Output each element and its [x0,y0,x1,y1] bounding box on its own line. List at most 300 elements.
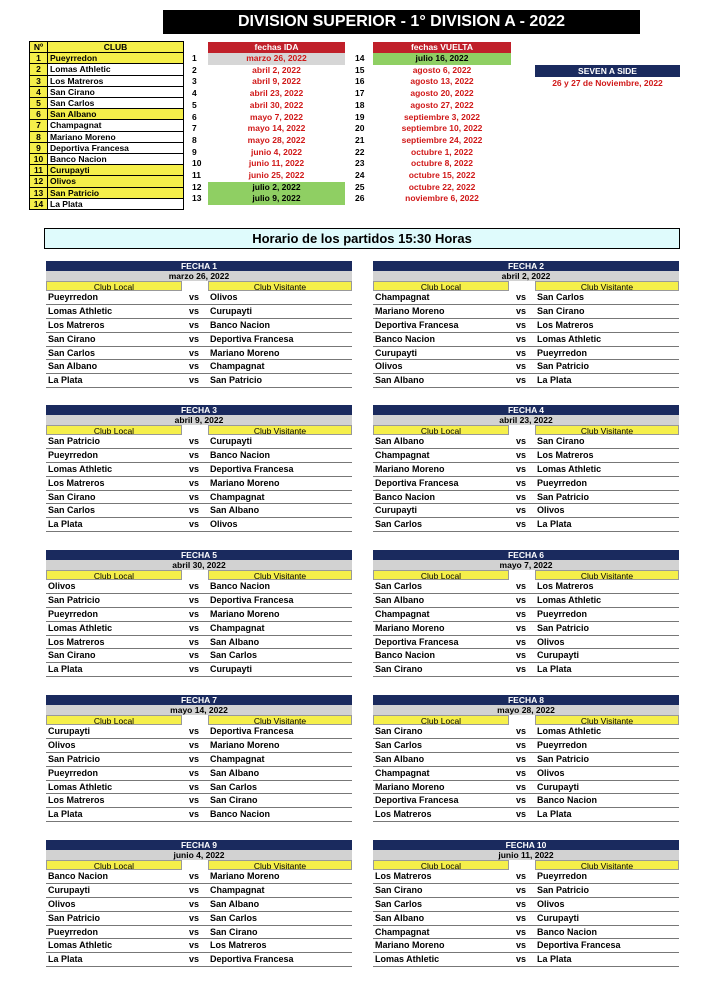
away-club: San Carlos [210,781,258,792]
clubs-table [29,41,184,210]
clubs-num-header: Nº [30,42,48,53]
club-number: 2 [30,64,48,75]
fecha-date: octubre 15, 2022 [408,170,476,180]
match-row [373,360,679,374]
club-name: Curupayti [48,165,184,176]
home-club: La Plata [48,519,83,530]
seven-a-side-label: SEVEN A SIDE [535,65,680,77]
match-row [373,463,679,477]
fixture-title: FECHA 10 [373,840,679,850]
away-club: San Patricio [537,884,590,895]
home-club: San Carlos [375,519,423,530]
fecha-number: 16 [355,76,365,87]
match-row [46,663,352,677]
fixture-block [373,695,679,822]
club-visitante-header: Club Visitante [535,715,679,725]
away-club: Pueyrredon [537,477,588,488]
fecha-number: 6 [192,111,197,122]
home-club: Champagnat [375,608,430,619]
home-club: Olivos [48,898,76,909]
match-row [373,504,679,518]
home-club: Olivos [48,739,76,750]
club-number: 6 [30,109,48,120]
fixture-block [373,405,679,532]
vs-label: vs [189,477,200,488]
away-club: Curupayti [537,650,580,661]
clubs-table-header [30,42,184,53]
home-club: La Plata [48,809,83,820]
club-number: 12 [30,176,48,187]
club-visitante-header: Club Visitante [535,281,679,291]
vs-label: vs [189,622,200,633]
vs-label: vs [516,305,527,316]
club-local-header: Club Local [373,281,509,291]
column-spacer [182,570,208,580]
match-row [373,491,679,505]
fecha-date: junio 25, 2022 [248,170,305,180]
away-club: Lomas Athletic [537,333,602,344]
fecha-number: 18 [355,99,365,110]
fixture-date: mayo 28, 2022 [373,705,679,715]
vs-label: vs [189,333,200,344]
away-club: Curupayti [210,664,253,675]
fecha-number: 5 [192,99,197,110]
away-club: Banco Nacion [210,319,271,330]
vs-label: vs [189,940,200,951]
fecha-date: abril 2, 2022 [252,64,301,75]
away-club: San Albano [210,898,260,909]
away-club: Pueyrredon [537,739,588,750]
club-name: Deportiva Francesa [48,142,184,153]
away-club: Los Matreros [537,319,594,330]
home-club: Champagnat [375,926,430,937]
vs-label: vs [516,347,527,358]
away-club: Lomas Athletic [537,594,602,605]
vs-label: vs [516,519,527,530]
vs-label: vs [189,898,200,909]
club-visitante-header: Club Visitante [208,860,352,870]
home-club: San Carlos [375,581,423,591]
match-row [373,953,679,967]
vs-label: vs [189,726,200,736]
fixture-column-headers [373,281,679,291]
fecha-date: abril 23, 2022 [249,88,304,99]
vs-label: vs [516,954,527,965]
club-row [30,131,184,142]
away-club: San Albano [210,767,260,778]
fecha-date: agosto 20, 2022 [410,88,474,99]
club-name: Mariano Moreno [48,131,184,142]
club-number: 1 [30,53,48,64]
fixture-title: FECHA 2 [373,261,679,271]
home-club: San Carlos [48,505,96,516]
club-name: Banco Nacion [48,154,184,165]
vs-label: vs [516,333,527,344]
vs-label: vs [189,871,200,881]
match-row [46,870,352,884]
fixture-column-headers [46,425,352,435]
home-club: Olivos [48,581,76,591]
home-club: Mariano Moreno [375,463,445,474]
vs-label: vs [516,650,527,661]
home-club: Mariano Moreno [375,622,445,633]
fecha-number: 12 [192,181,202,192]
match-row [373,808,679,822]
club-local-header: Club Local [46,715,182,725]
club-row [30,109,184,120]
fecha-number: 14 [355,53,365,63]
club-visitante-header: Club Visitante [208,715,352,725]
vs-label: vs [516,739,527,750]
away-club: Banco Nacion [210,809,271,820]
fixture-title: FECHA 3 [46,405,352,415]
home-club: Los Matreros [375,871,432,881]
fecha-date: octubre 1, 2022 [411,146,473,157]
away-club: San Patricio [537,361,590,372]
home-club: Olivos [375,361,403,372]
home-club: Lomas Athletic [48,940,113,951]
away-club: San Cirano [210,926,258,937]
match-row [46,504,352,518]
vs-label: vs [189,594,200,605]
fecha-number: 3 [192,76,197,87]
fixture-title: FECHA 1 [46,261,352,271]
match-row [46,594,352,608]
vs-label: vs [189,636,200,647]
home-club: San Albano [375,912,425,923]
fixture-block [46,840,352,967]
fecha-date: julio 2, 2022 [208,182,345,194]
match-row [373,794,679,808]
match-row [373,319,679,333]
match-row [373,580,679,594]
home-club: Lomas Athletic [48,622,113,633]
fixture-date: abril 2, 2022 [373,271,679,281]
home-club: San Albano [375,753,425,764]
match-row [46,449,352,463]
vs-label: vs [189,767,200,778]
match-row [373,477,679,491]
home-club: Champagnat [375,449,430,460]
home-club: Banco Nacion [48,871,109,881]
vs-label: vs [189,739,200,750]
fecha-number: 22 [355,146,365,157]
club-row [30,198,184,209]
home-club: San Albano [375,436,425,446]
vs-label: vs [516,926,527,937]
match-row [373,663,679,677]
club-number: 14 [30,198,48,209]
vs-label: vs [189,436,200,446]
fecha-number: 23 [355,158,365,169]
vs-label: vs [189,319,200,330]
away-club: Curupayti [210,305,253,316]
club-name: San Patricio [48,187,184,198]
club-row [30,154,184,165]
away-club: Mariano Moreno [210,347,280,358]
fixture-block [46,695,352,822]
fecha-date: agosto 13, 2022 [410,76,474,87]
fixture-date: abril 23, 2022 [373,415,679,425]
match-row [373,305,679,319]
fecha-date: agosto 27, 2022 [410,99,474,110]
match-row [373,347,679,361]
match-row [46,767,352,781]
home-club: Curupayti [375,347,418,358]
home-club: Los Matreros [375,809,432,820]
home-club: Banco Nacion [375,333,436,344]
vs-label: vs [516,795,527,806]
match-row [373,898,679,912]
match-row [46,477,352,491]
home-club: Curupayti [375,505,418,516]
fixture-block [373,261,679,388]
fecha-date: marzo 26, 2022 [208,53,345,65]
column-spacer [509,425,535,435]
away-club: Deportiva Francesa [210,954,294,965]
home-club: San Patricio [48,594,101,605]
vs-label: vs [189,361,200,372]
match-row [46,518,352,532]
fecha-date: septiembre 10, 2022 [401,123,483,134]
club-row [30,53,184,64]
fecha-number: 9 [192,146,197,157]
vs-label: vs [189,809,200,820]
club-local-header: Club Local [46,570,182,580]
away-club: Olivos [537,505,565,516]
home-club: San Carlos [48,347,96,358]
club-number: 8 [30,131,48,142]
vuelta-header: fechas VUELTA [373,42,511,53]
club-row [30,142,184,153]
fixture-date: mayo 7, 2022 [373,560,679,570]
vs-label: vs [516,912,527,923]
fecha-number: 19 [355,111,365,122]
vs-label: vs [516,491,527,502]
home-club: San Albano [48,361,98,372]
home-club: La Plata [48,375,83,386]
vs-label: vs [516,477,527,488]
fecha-date: mayo 14, 2022 [247,123,306,134]
match-row [373,781,679,795]
match-row [46,319,352,333]
away-club: Deportiva Francesa [210,463,294,474]
match-row [373,753,679,767]
match-row [373,594,679,608]
home-club: Curupayti [48,726,91,736]
fecha-number: 7 [192,123,197,134]
fixture-title: FECHA 5 [46,550,352,560]
fecha-number: 13 [192,193,202,204]
home-club: San Patricio [48,912,101,923]
vs-label: vs [189,292,200,302]
club-name: Olivos [48,176,184,187]
fixture-block [373,840,679,967]
vs-label: vs [516,726,527,736]
home-club: Deportiva Francesa [375,319,459,330]
match-row [46,291,352,305]
away-club: Pueyrredon [537,608,588,619]
vs-label: vs [516,809,527,820]
club-visitante-header: Club Visitante [208,425,352,435]
match-row [46,347,352,361]
club-name: La Plata [48,198,184,209]
home-club: San Patricio [48,753,101,764]
vs-label: vs [189,884,200,895]
vs-label: vs [516,436,527,446]
club-number: 10 [30,154,48,165]
vs-label: vs [516,753,527,764]
vs-label: vs [189,954,200,965]
match-row [373,884,679,898]
home-club: Banco Nacion [375,491,436,502]
fecha-date: septiembre 24, 2022 [401,134,483,145]
match-row [373,926,679,940]
club-visitante-header: Club Visitante [208,281,352,291]
away-club: San Patricio [537,491,590,502]
fixture-column-headers [373,570,679,580]
match-row [373,518,679,532]
home-club: Deportiva Francesa [375,477,459,488]
away-club: Lomas Athletic [537,463,602,474]
away-club: Los Matreros [537,581,594,591]
home-club: San Cirano [48,650,96,661]
away-club: San Patricio [537,753,590,764]
vs-label: vs [189,926,200,937]
away-club: Banco Nacion [537,795,598,806]
vs-label: vs [189,581,200,591]
club-local-header: Club Local [373,570,509,580]
vs-label: vs [189,650,200,661]
away-club: Deportiva Francesa [210,594,294,605]
club-number: 11 [30,165,48,176]
away-club: Los Matreros [210,940,267,951]
home-club: Curupayti [48,884,91,895]
fecha-date: noviembre 6, 2022 [405,193,479,204]
vs-label: vs [516,449,527,460]
away-club: San Albano [210,636,260,647]
fixture-block [46,261,352,388]
match-row [373,939,679,953]
home-club: Banco Nacion [375,650,436,661]
away-club: San Albano [210,505,260,516]
column-spacer [509,281,535,291]
match-row [46,463,352,477]
fecha-number: 25 [355,181,365,192]
match-row [46,753,352,767]
match-row [46,305,352,319]
away-club: Los Matreros [537,449,594,460]
vs-label: vs [189,795,200,806]
away-club: San Cirano [537,436,585,446]
away-club: Banco Nacion [537,926,598,937]
fecha-date: octubre 22, 2022 [408,181,476,192]
vs-label: vs [189,664,200,675]
vs-label: vs [189,375,200,386]
match-time-banner: Horario de los partidos 15:30 Horas [44,228,680,249]
fecha-number: 4 [192,88,197,99]
fixture-block [46,550,352,677]
column-spacer [182,281,208,291]
club-row [30,98,184,109]
away-club: La Plata [537,809,572,820]
fecha-number: 1 [192,53,197,63]
away-club: Champagnat [210,361,265,372]
match-row [373,291,679,305]
away-club: Pueyrredon [537,347,588,358]
away-club: Curupayti [537,781,580,792]
home-club: Pueyrredon [48,608,99,619]
fixture-column-headers [373,860,679,870]
match-row [373,912,679,926]
home-club: San Albano [375,594,425,605]
fecha-date: agosto 6, 2022 [412,64,472,75]
home-club: Mariano Moreno [375,781,445,792]
fixture-date: abril 30, 2022 [46,560,352,570]
home-club: Deportiva Francesa [375,795,459,806]
column-spacer [182,860,208,870]
vs-label: vs [516,375,527,386]
home-club: San Carlos [375,739,423,750]
club-local-header: Club Local [373,860,509,870]
fecha-date: octubre 8, 2022 [411,158,473,169]
match-row [46,739,352,753]
fecha-date: julio 9, 2022 [208,193,345,205]
away-club: La Plata [537,519,572,530]
away-club: Curupayti [537,912,580,923]
column-spacer [509,860,535,870]
fixture-title: FECHA 6 [373,550,679,560]
away-club: Mariano Moreno [210,871,280,881]
vs-label: vs [516,781,527,792]
match-row [373,870,679,884]
fixture-date: junio 4, 2022 [46,850,352,860]
fixture-column-headers [46,715,352,725]
fecha-date: mayo 7, 2022 [250,111,303,122]
fecha-date: junio 11, 2022 [248,158,305,169]
fecha-number: 8 [192,134,197,145]
fecha-date: septiembre 3, 2022 [403,111,481,122]
away-club: Olivos [537,636,565,647]
home-club: Mariano Moreno [375,305,445,316]
match-row [373,767,679,781]
match-row [46,333,352,347]
fecha-number: 21 [355,134,365,145]
match-row [46,884,352,898]
vs-label: vs [516,292,527,302]
away-club: Champagnat [210,491,265,502]
seven-a-side-date: 26 y 27 de Noviembre, 2022 [552,78,663,88]
match-row [46,491,352,505]
vs-label: vs [516,594,527,605]
match-row [46,580,352,594]
vs-label: vs [516,898,527,909]
fecha-number: 10 [192,158,202,169]
fixture-date: abril 9, 2022 [46,415,352,425]
match-row [373,622,679,636]
club-number: 5 [30,98,48,109]
away-club: Champagnat [210,622,265,633]
vs-label: vs [516,463,527,474]
match-row [373,649,679,663]
vs-label: vs [516,581,527,591]
match-row [373,449,679,463]
home-club: San Albano [375,375,425,386]
club-row [30,176,184,187]
fixture-title: FECHA 7 [46,695,352,705]
home-club: Deportiva Francesa [375,636,459,647]
match-row [46,953,352,967]
